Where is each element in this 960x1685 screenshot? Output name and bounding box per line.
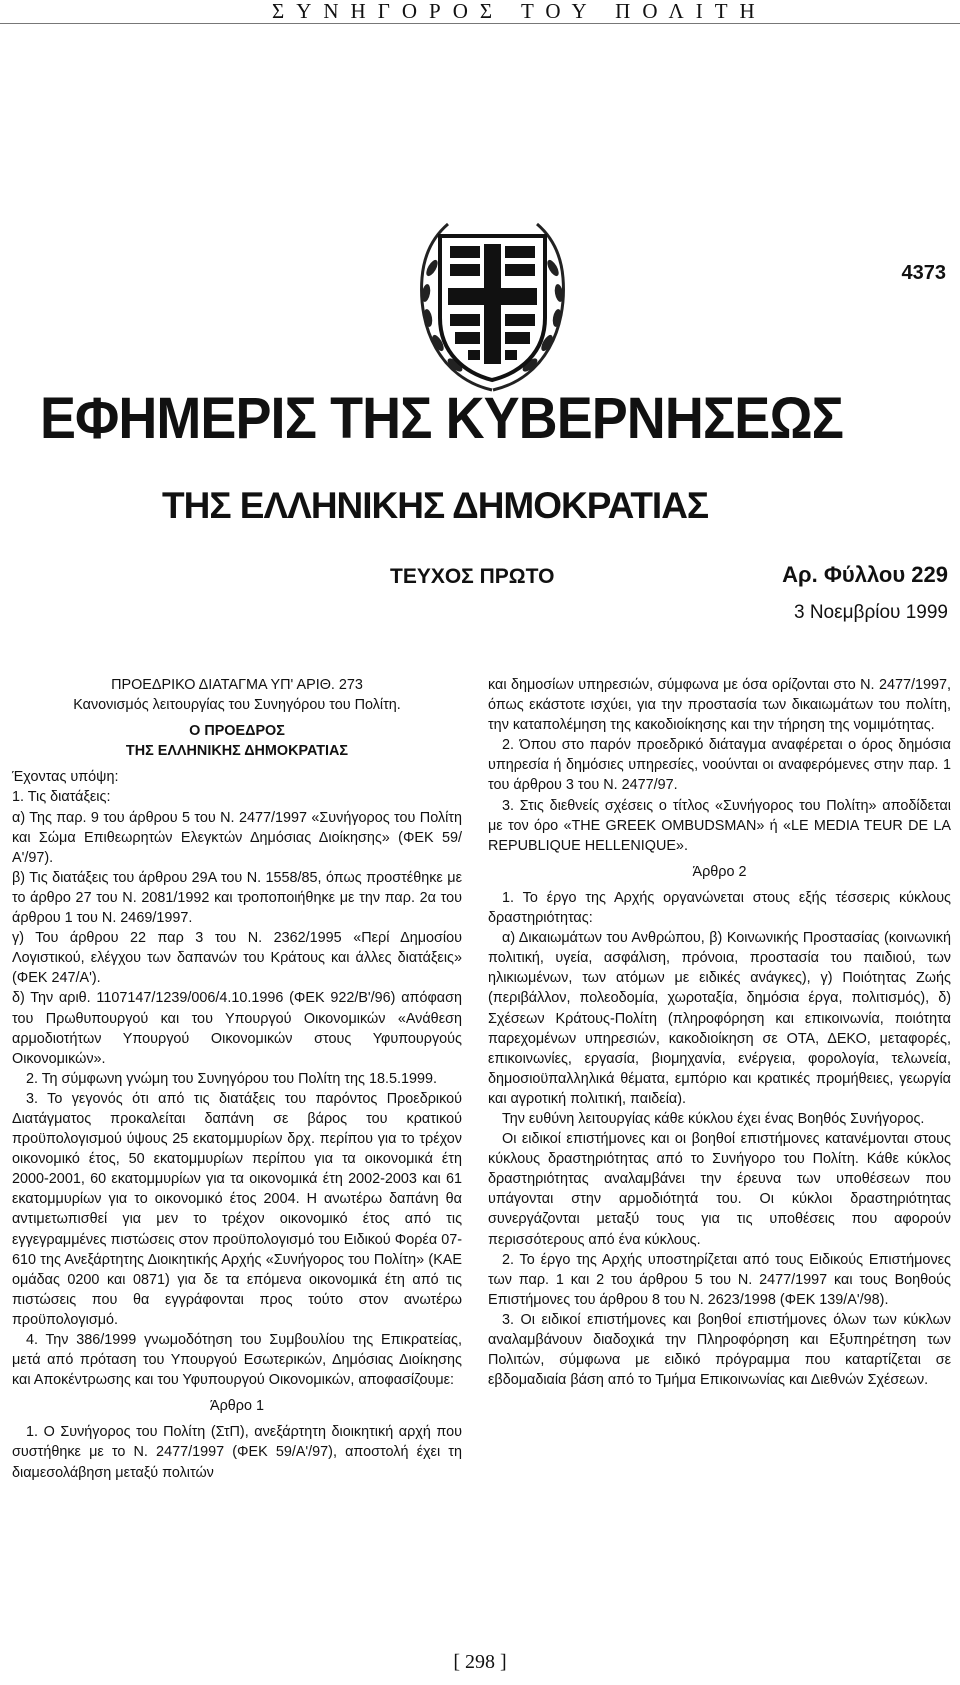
paragraph: γ) Του άρθρου 22 παρ 3 του Ν. 2362/1995 «Περί Δημοσίου Λογιστικού, ελέγχου των δαπανών του Κράτους και άλλες διατάξεις» (ΦΕΚ 247/Α').	[12, 930, 462, 987]
issue-type: ΤΕΥΧΟΣ ΠΡΩΤΟ	[390, 565, 555, 588]
paragraph: 1. Τις διατάξεις:	[12, 789, 111, 806]
paragraph: δ) Την αριθ. 1107147/1239/006/4.10.1996 (ΦΕΚ 922/Β'/96) απόφαση του Πρωθυπουργού και του Υπουργού Οικονομικών «Ανάθεση αρμοδιοτήτων Υπουργού Οικονομικών στους Υφυπουργούς Οικονομικών».	[12, 990, 462, 1067]
paragraph: 2. Το έργο της Αρχής υποστηρίζεται από τους Ειδικούς Επιστήμονες των παρ. 1 και 2 του άρθρου 5 του Ν. 2477/1997 και τους Βοηθούς Επιστήμονες του άρθρου 8 του Ν. 2623/1998 (ΦΕΚ 139/Α'/98).	[488, 1251, 951, 1308]
paragraph: Την ευθύνη λειτουργίας κάθε κύκλου έχει ένας Βοηθός Συνήγορος.	[502, 1110, 925, 1127]
article-1-heading: Άρθρο 1	[210, 1398, 264, 1415]
page-footer-number: [ 298 ]	[453, 1651, 507, 1673]
decree-subject: Κανονισμός λειτουργίας του Συνηγόρου του Πολίτη.	[73, 697, 401, 714]
paragraph: 4. Την 386/1999 γνωμοδότηση του Συμβουλίου της Επικρατείας, μετά από πρόταση του Υπουργού Εσωτερικών, Δημόσιας Διοίκησης και Αποκέντρωσης και του Υφυπουργού Οικονομικών, αποφασίζουμε:	[12, 1332, 462, 1389]
republic-heading: ΤΗΣ ΕΛΛΗΝΙΚΗΣ ΔΗΜΟΚΡΑΤΙΑΣ	[125, 743, 349, 760]
issue-date: 3 Νοεμβρίου 1999	[793, 602, 948, 623]
coat-of-arms-emblem	[410, 208, 575, 398]
decree-heading: ΠΡΟΕΔΡΙΚΟ ΔΙΑΤΑΓΜΑ ΥΠ' ΑΡΙΘ. 273	[111, 677, 363, 693]
paragraph: 3. Το γεγονός ότι από τις διατάξεις του παρόντος Προεδρικού Διατάγματος προκαλείται δαπάνη σε βάρος του κρατικού προϋπολογισμού ύψους 25 εκατομμυρίων δρχ. περίπου για το τρέχον οικονομικό έτος, 50 εκατομμυρίων περίπου για τα οικονομικά έτη 2000-2001, 60 εκατομμυρίων για τα οικονομικά έτη 2002-2003 και 61 εκατομμυρίων για το οικονομικό έτος 2004. Η ανωτέρω δαπάνη θα αντιμετωπισθεί για μεν το τρέχον οικονομικό έτος από τις εγγεγραμμένες πιστώσεις στον προϋπολογισμό του Ειδικού Φορέα 07-610 της Ανεξάρτητης Διοικητικής Αρχής «Συνήγορος του Πολίτη» (ΚΑΕ ομάδας 0200 και 0871) για δε τα επόμενα οικονομικά έτη από τις πιστώσεις που θα εγγράφονται προς τούτο στον ανωτέρω προϋπολογισμό.	[12, 1090, 462, 1328]
running-head: ΣΥΝΗΓΟΡΟΣ ΤΟΥ ΠΟΛΙΤΗ	[0, 0, 960, 24]
paragraph: Έχοντας υπόψη:	[12, 769, 119, 786]
paragraph: 2. Τη σύμφωνη γνώμη του Συνηγόρου του Πολίτη της 18.5.1999.	[26, 1070, 437, 1087]
paragraph: α) Δικαιωμάτων του Ανθρώπου, β) Κοινωνικής Προστασίας (κοινωνική πολιτική, υγεία, ασφάλιση, πρόνοια, προστασία του παιδιού, των ηλικιωμένων, των ατόμων με ειδικές ανάγκες), γ) Ποιότητας Ζωής (περιβάλλον, πολεοδομία, χωροταξία, δημόσια έργα, πολιτισμός), δ) Σχέσεων Κράτους-Πολίτη (πληροφόρηση και επικοινωνία, ποιότητα παρεχομένων υπηρεσιών, κακοδιοίκηση σε ΟΤΑ, ΔΕΚΟ, μεταφορές, επικοινωνίες, εργασία, βιομηχανία, ενέργεια, φορολογία, τελωνεία, δημοσιοϋπαλληλικά θέματα, εμπόριο και κρατικές προμήθειες, γεωργία και αγροτική πολιτική, παιδεία).	[488, 930, 951, 1107]
paragraph: 1. Το έργο της Αρχής οργανώνεται στους εξής τέσσερις κύκλους δραστηριότητας:	[488, 889, 951, 927]
president-heading: Ο ΠΡΟΕΔΡΟΣ	[189, 723, 285, 740]
masthead-title: ΕΦΗΜΕΡΙΣ ΤΗΣ ΚΥΒΕΡΝΗΣΕΩΣ	[40, 386, 844, 451]
sheet-number: Αρ. Φύλλου 229	[782, 562, 948, 587]
right-column	[488, 675, 951, 1390]
left-column	[12, 675, 462, 1483]
paragraph: Οι ειδικοί επιστήμονες και οι βοηθοί επιστήμονες κατανέμονται στους κύκλους δραστηριότητας από το Συνήγορο του Πολίτη. Κάθε κύκλος δραστηριότητας αναλαμβάνει την έρευνα των υποθέσεων που υπάγονται στην αρμοδιότητά του. Οι κύκλοι δραστηριότητας συνεργάζονται μεταξύ τους για τις υποθέσεις που αφορούν περισσότερους από ένα κύκλους.	[488, 1131, 951, 1248]
paragraph: α) Της παρ. 9 του άρθρου 5 του Ν. 2477/1997 «Συνήγορος του Πολίτη και Σώμα Επιθεωρητών Ελεγκτών Δημόσιας Διοίκησης» (ΦΕΚ 59/Α'/97).	[12, 809, 462, 866]
paragraph: 3. Οι ειδικοί επιστήμονες και βοηθοί επιστήμονες όλων των κύκλων αναλαμβάνουν διαδοχικά την Πληροφόρηση και Εξυπηρέτηση των Πολιτών, σύμφωνα με ειδικό πρόγραμμα που καταρτίζεται σε εβδομαδιαία βάση από το Τμήμα Επικοινωνίας και Διεθνών Σχέσεων.	[488, 1311, 951, 1389]
paragraph: 1. Ο Συνήγορος του Πολίτη (ΣτΠ), ανεξάρτητη διοικητική αρχή που συστήθηκε με το Ν. 2477/1997 (ΦΕΚ 59/Α'/97), αποστολή έχει τη διαμεσολάβηση μεταξύ πολιτών	[12, 1424, 462, 1481]
paragraph: και δημοσίων υπηρεσιών, σύμφωνα με όσα ορίζονται στο Ν. 2477/1997, όπως εκάστοτε ισχύει, για την προστασία των δικαιωμάτων του πολίτη, την καταπολέμηση της κακοδιοίκησης και την τήρηση της νομιμότητας.	[488, 677, 951, 734]
page-number: 4373	[901, 262, 946, 284]
paragraph: β) Τις διατάξεις του άρθρου 29Α του Ν. 1558/85, όπως προστέθηκε με το άρθρο 27 του Ν. 2081/1992 και τροποποιήθηκε με την παρ. 2α του άρθρου 1 του Ν. 2469/1997.	[12, 869, 462, 927]
masthead-subtitle: ΤΗΣ ΕΛΛΗΝΙΚΗΣ ΔΗΜΟΚΡΑΤΙΑΣ	[162, 485, 709, 526]
paragraph: 3. Στις διεθνείς σχέσεις ο τίτλος «Συνήγορος του Πολίτη» αποδίδεται με τον όρο «THE GREEK OMBUDSMAN» ή «LE MEDIA TEUR DE LA REPUBLIQUE HELLENIQUE».	[488, 797, 951, 854]
article-2-heading: Άρθρο 2	[692, 863, 747, 880]
paragraph: 2. Όπου στο παρόν προεδρικό διάταγμα αναφέρεται ο όρος δημόσια υπηρεσία ή δημόσιες υπηρεσίες, νοούνται οι αναφερόμενες στην παρ. 1 του άρθρου 3 του Ν. 2477/97.	[488, 737, 951, 794]
